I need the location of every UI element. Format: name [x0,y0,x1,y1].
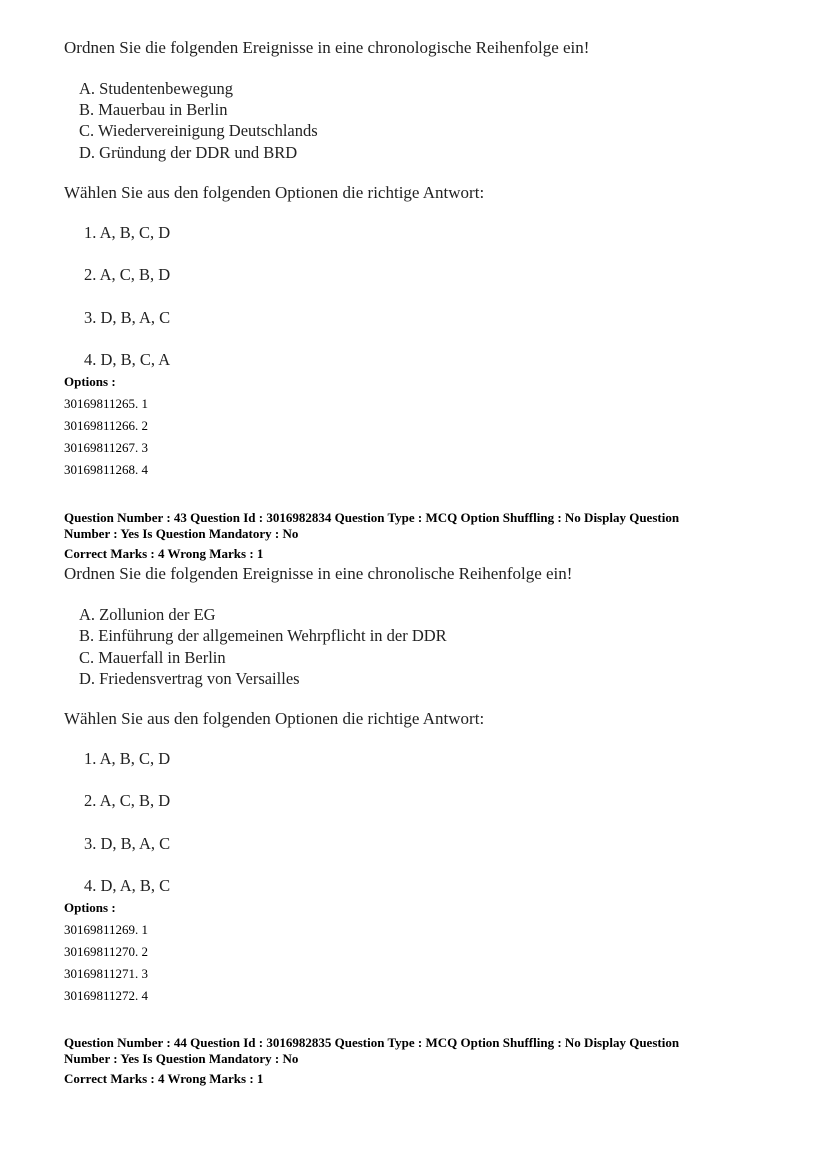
answer-choice: 3. D, B, A, C [84,308,171,327]
answer-choice: 2. A, C, B, D [84,265,171,284]
answer-prompt: Wählen Sie aus den folgenden Optionen die richtige Antwort: [64,183,485,202]
question-marks: Correct Marks : 4 Wrong Marks : 1 [64,1071,264,1086]
question-meta: Number : Yes Is Question Mandatory : No [64,526,299,541]
question-meta: Question Number : 44 Question Id : 3016982835 Question Type : MCQ Option Shuffling : No Display Question [64,1035,680,1050]
question-meta: Question Number : 43 Question Id : 3016982834 Question Type : MCQ Option Shuffling : No Display Question [64,510,680,525]
option-id: 30169811269. 1 [64,922,149,937]
options-label: Options : [64,900,116,915]
option-id: 30169811266. 2 [64,418,149,433]
question-marks: Correct Marks : 4 Wrong Marks : 1 [64,546,264,561]
answer-choice: 1. A, B, C, D [84,223,171,242]
event-item: C. Mauerfall in Berlin [79,648,226,667]
event-item: C. Wiedervereinigung Deutschlands [79,121,318,140]
answer-choice: 2. A, C, B, D [84,791,171,810]
event-item: B. Mauerbau in Berlin [79,100,228,119]
answer-choice: 4. D, B, C, A [84,350,171,369]
event-item: D. Gründung der DDR und BRD [79,143,298,162]
option-id: 30169811270. 2 [64,944,149,959]
answer-choice: 1. A, B, C, D [84,749,171,768]
answer-choice: 4. D, A, B, C [84,876,171,895]
option-id: 30169811268. 4 [64,462,149,477]
event-item: B. Einführung der allgemeinen Wehrpflicht in der DDR [79,626,447,645]
options-label: Options : [64,374,116,389]
option-id: 30169811267. 3 [64,440,149,455]
option-id: 30169811271. 3 [64,966,149,981]
event-item: A. Studentenbewegung [79,79,233,98]
option-id: 30169811265. 1 [64,396,149,411]
option-id: 30169811272. 4 [64,988,149,1003]
question-meta: Number : Yes Is Question Mandatory : No [64,1051,299,1066]
answer-prompt: Wählen Sie aus den folgenden Optionen die richtige Antwort: [64,709,485,728]
question-text: Ordnen Sie die folgenden Ereignisse in eine chronolische Reihenfolge ein! [64,564,573,583]
event-item: D. Friedensvertrag von Versailles [79,669,300,688]
question-text: Ordnen Sie die folgenden Ereignisse in eine chronologische Reihenfolge ein! [64,38,590,57]
event-item: A. Zollunion der EG [79,605,216,624]
answer-choice: 3. D, B, A, C [84,834,171,853]
